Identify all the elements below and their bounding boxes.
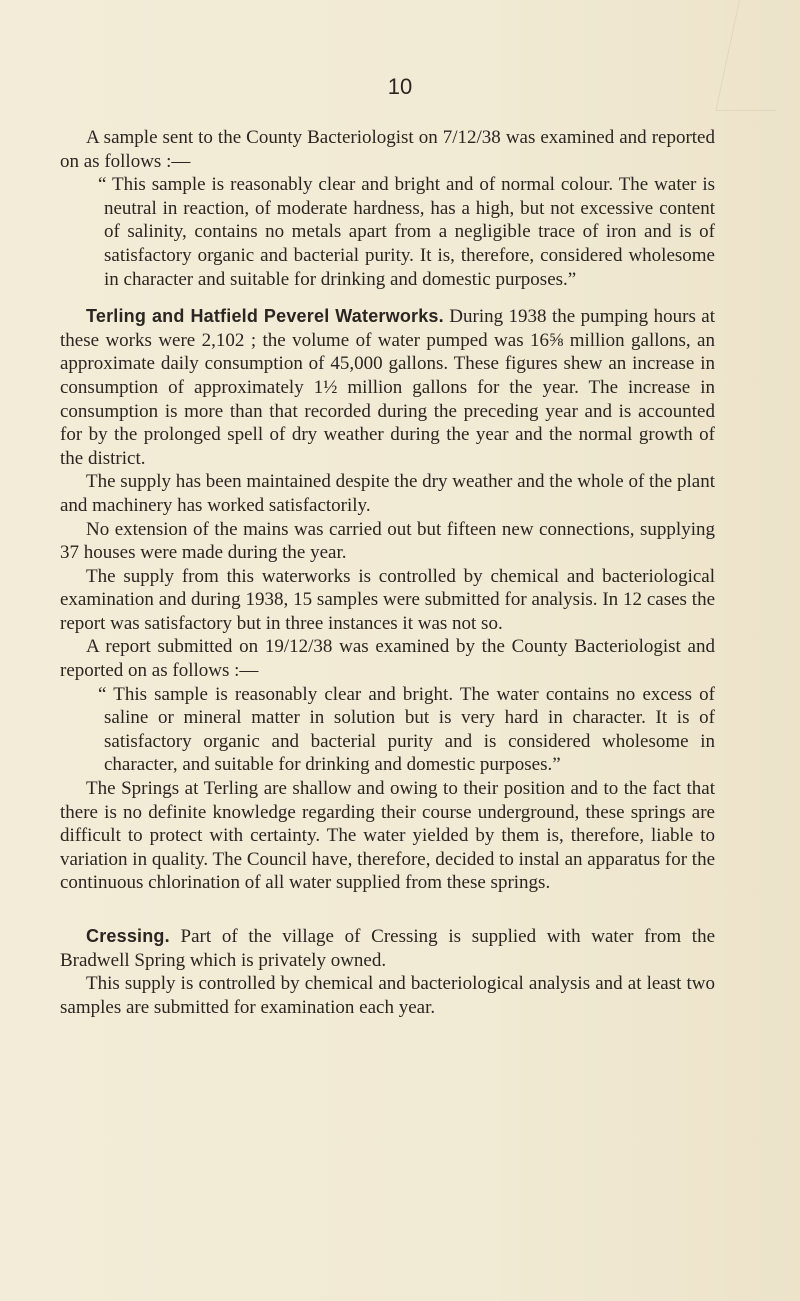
paragraph-terling-springs: The Springs at Terling are shallow and owing to their position and to the fact that there is no definite knowledge regarding their course underground, these springs are difficult to protect with certainty. The water yielded by them is, therefore, liable to variation in quality. The Council have, therefore, decided to instal an apparatus for the continuous chlorination of all water supplied from these springs. xyxy=(60,778,715,894)
page-body xyxy=(60,126,715,1019)
page-number: 10 xyxy=(387,74,413,99)
paragraph-supply-control: The supply from this waterworks is controlled by chemical and bacteriological examination and during 1938, 15 samples were submitted for analysis. In 12 cases the report was satisfactory but in three instances it was not so. xyxy=(60,565,715,634)
quote-report-1: “ This sample is reasonably clear and bright and of normal colour. The water is neutral in reaction, of moderate hardness, has a high, but not excessive content of salinity, contains no metals apart from a negligible trace of iron and is of satisfactory organic and bacterial purity. It is, therefore, considered wholesome in character and suitable for drinking and domestic purposes.” xyxy=(98,174,715,290)
paragraph-report-submitted: A report submitted on 19/12/38 was examined by the County Bacteriologist and reported on as follows :— xyxy=(60,636,715,682)
paragraph-cressing xyxy=(60,925,715,972)
paragraph-pumping-hours: During 1938 the pumping hours at these works were 2,102 ; the volume of water pumped was 16⅝ million gallons, an approximate daily consumption of 45,000 gallons. These figures shew an increase in consumption of approximately 1½ million gallons for the year. The increase in consumption is more than that recorded during the preceding year and is accounted for by the prolonged spell of dry weather during the year and the normal growth of the district. xyxy=(60,306,715,469)
paragraph-mains-extension: No extension of the mains was carried out but fifteen new connections, supplying 37 houses were made during the year. xyxy=(60,518,715,564)
paragraph-cressing-supply: Part of the village of Cressing is supplied with water from the Bradwell Spring which is privately owned. xyxy=(60,926,716,971)
section-heading-cressing: Cressing. xyxy=(86,926,170,946)
paragraph-sample-report: A sample sent to the County Bacteriologist on 7/12/38 was examined and reported on as follows :— xyxy=(60,127,715,172)
paragraph-supply-maintained: The supply has been maintained despite the dry weather and the whole of the plant and machinery has worked satisfactorily. xyxy=(60,471,715,516)
paragraph-terling-waterworks xyxy=(60,305,715,470)
section-heading-terling: Terling and Hatfield Peverel Waterworks. xyxy=(86,306,444,327)
quote-report-2: “ This sample is reasonably clear and bright. The water contains no excess of saline or mineral matter in solution but is very hard in character. It is of satisfactory organic and bacterial purity and is considered wholesome in character, and suitable for drinking and domestic purposes.” xyxy=(98,683,715,776)
paragraph-cressing-control: This supply is controlled by chemical and bacteriological analysis and at least two samples are submitted for examination each year. xyxy=(60,973,715,1018)
